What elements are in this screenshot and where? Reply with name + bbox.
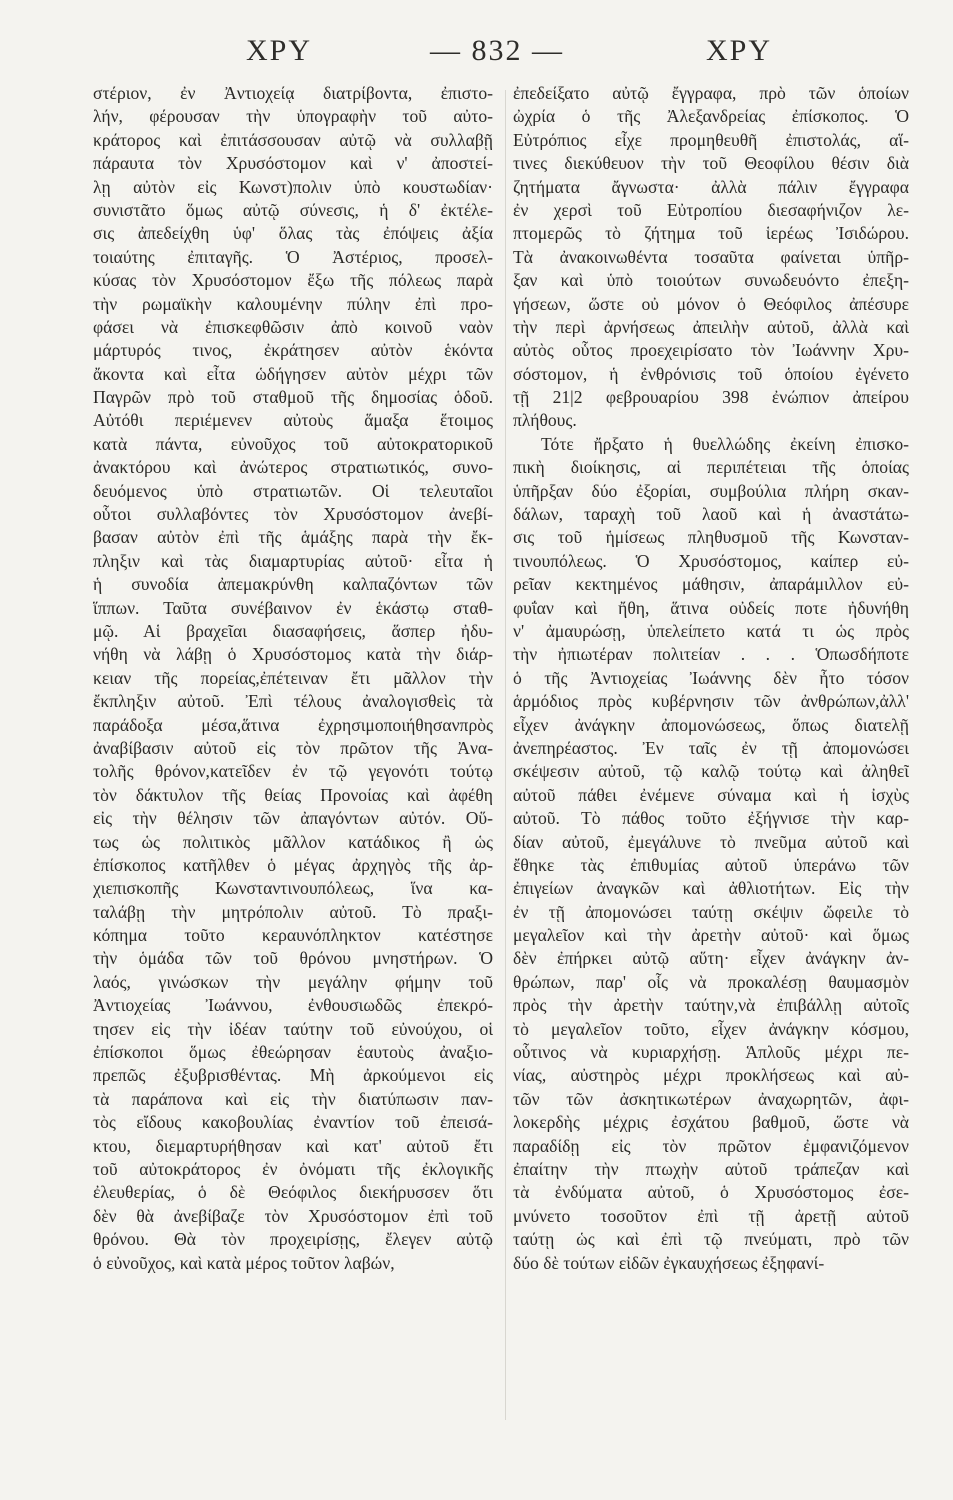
text-line: πικὴ διοίκησις, αἱ περιπέτειαι τῆς ὁποίας xyxy=(513,457,909,478)
text-line: γήσεων, ὥστε οὐ μόνον ὁ Θεόφιλος ἀπέσυρε xyxy=(513,293,909,314)
text-line: λῃ αὐτὸν εἰς Κωνστ)πολιν ὑπὸ κουστωδίαν· xyxy=(93,176,493,197)
text-line: σόστομον, ἡ ἐνθρόνισις τοῦ ὁποίου ἐγένετο xyxy=(513,363,909,384)
text-line: ἐπίσκοποι ὅμως ἐθεώρησαν ἑαυτοὺς ἀναξιο- xyxy=(93,1042,493,1063)
text-line: νίας, αὐστηρὸς μέχρι προκλήσεως καὶ αὐ- xyxy=(513,1065,909,1086)
text-line: τὴν περὶ ἀρνήσεως ἀπειλὴν αὐτοῦ, ἀλλὰ καὶ xyxy=(513,316,909,337)
text-line: ἐλευθερίας, ὁ δὲ Θεόφιλος διεκήρυσσεν ὅτι xyxy=(93,1182,493,1203)
text-line: ν' ἀμαυρώσῃ, ὑπελείπετο κατά τι ὡς πρὸς xyxy=(513,620,909,641)
text-line: τὰ ἐνδύματα αὐτοῦ, ὁ Χρυσόστομος ἐσε- xyxy=(513,1182,909,1203)
text-line: συνιστᾶτο ὅμως αὐτῷ σύνεσις, ἡ δ' ἐκτέλε- xyxy=(93,199,493,220)
text-line: τῇ 21|2 φεβρουαρίου 398 ἐνώπιον ἀπείρου xyxy=(513,387,909,408)
text-line: σις τοῦ ἡμίσεως πληθυσμοῦ τῆς Κωνσταν- xyxy=(513,527,909,548)
text-line: τὴν ὁμάδα τῶν τοῦ θρόνου μνηστήρων. Ὁ xyxy=(93,948,493,969)
text-line: Τότε ἤρξατο ἡ θυελλώδης ἐκείνη ἐπισκο- xyxy=(541,433,909,454)
text-line: τοιαύτης ἐπιταγῆς. Ὁ Ἀστέριος, προσελ- xyxy=(93,246,493,267)
header-left-keyword: ΧΡΥ xyxy=(246,34,313,67)
text-line: λήν, φέρουσαν τὴν ὑπογραφὴν τοῦ αὐτο- xyxy=(93,106,493,127)
text-line: πρὸς τὴν ἀρετὴν ταύτην,νὰ ἐπιβάλλῃ αὐτοῖς xyxy=(513,995,909,1016)
text-line: ἔκπληξιν αὐτοῦ. Ἐπὶ τέλους ἀναλογισθεὶς τὰ xyxy=(93,691,493,712)
text-line: νήθη νὰ λάβῃ ὁ Χρυσόστομος κατὰ τὴν διάρ- xyxy=(93,644,493,665)
text-line: δευόμενος ὑπὸ στρατιωτῶν. Οἱ τελευταῖοι xyxy=(93,480,493,501)
text-line: ἐπαίτην τὴν πτωχὴν αὐτοῦ τράπεζαν καὶ xyxy=(513,1158,909,1179)
text-line: σις ἀπεδείχθη ὑφ' ὅλας τὰς ἐπόψεις ἀξία xyxy=(93,223,493,244)
text-line: μεγαλεῖον καὶ τὴν ἀρετὴν αὐτοῦ· καὶ ὅμως xyxy=(513,925,909,946)
text-line: Παγρῶν πρὸ τοῦ σταθμοῦ τῆς δημοσίας ὁδοῦ. xyxy=(93,387,493,408)
text-line: λοκερδὴς μέχρις ἐσχάτου βαθμοῦ, ὥστε νὰ xyxy=(513,1112,909,1133)
text-line: στέριον, ἐν Ἀντιοχείᾳ διατρίβοντα, ἐπιστο- xyxy=(93,83,493,103)
text-line: ρεῖαν κεκτημένος μάθησιν, ἀπαράμιλλον εὐ- xyxy=(513,574,909,595)
text-line: ἁρμόδιος πρὸς κυβέρνησιν τῶν ἀνθρώπων,ἀλλ' xyxy=(513,691,909,712)
text-line: δάλων, ταραχὴ τοῦ λαοῦ καὶ ἡ ἀναστάτω- xyxy=(513,504,909,525)
text-line: παραδίδῃ εἰς τὸν πρῶτον ἐμφανιζόμενον xyxy=(513,1135,909,1156)
text-line: λαός, γινώσκων τὴν μεγάλην φήμην τοῦ xyxy=(93,971,493,992)
text-line: ξαν καὶ ὑπὸ τοιούτων συνωδευόντο ἐπεξη- xyxy=(513,270,909,291)
text-line: ἵππων. Ταῦτα συνέβαινον ἐν ἑκάστῳ σταθ- xyxy=(93,597,493,618)
text-line: κτου, διεμαρτυρήθησαν καὶ κατ' αὐτοῦ ἔτι xyxy=(93,1135,493,1156)
running-header xyxy=(0,34,953,74)
text-line: τῶν τῶν ἀσκητικωτέρων ἀναχωρητῶν, ἀφι- xyxy=(513,1088,909,1109)
text-line: κράτορος καὶ ἐπιτάσσουσαν αὐτῷ νὰ συλλαβῇ xyxy=(93,129,493,150)
right-column xyxy=(513,82,909,1275)
text-line: δύο δὲ τούτων εἰδῶν ἐγκαυχήσεως ἐξηφανί- xyxy=(513,1252,825,1273)
text-line: τολῆς θρόνον,κατεῖδεν ἐν τῷ γεγονότι τούτῳ xyxy=(93,761,493,782)
text-line: τὸς εἴδους κακοβουλίας ἐναντίον τοῦ ἐπεισά- xyxy=(93,1112,493,1133)
text-line: ταλάβῃ τὴν μητρόπολιν αὐτοῦ. Τὸ πραξι- xyxy=(93,901,493,922)
text-line: μῷ. Αἱ βραχεῖαι διασαφήσεις, ἅσπερ ἠδυ- xyxy=(93,620,493,641)
text-line: ἐπεδείξατο αὐτῷ ἔγγραφα, πρὸ τῶν ὁποίων xyxy=(513,83,909,103)
text-line: οὗτοι συλλαβόντες τὸν Χρυσόστομον ἀνεβί- xyxy=(93,504,493,525)
text-line: σκέψεσιν αὐτοῦ, τῷ καλῷ τούτῳ καὶ ἀληθεῖ xyxy=(513,761,909,782)
text-line: ἡ συνοδία ἀπεμακρύνθη καλπαζόντων τῶν xyxy=(93,574,493,595)
text-line: ἔθηκε τὰς ἐπιθυμίας αὐτοῦ ὑπεράνω τῶν xyxy=(513,854,909,875)
text-line: δὲν ἐπήρκει αὐτῷ αὕτη· εἶχεν ἀνάγκην ἀν- xyxy=(513,948,909,969)
text-line: ἐν χερσὶ τοῦ Εὐτροπίου διεσαφήνιζον λε- xyxy=(513,199,909,220)
left-column xyxy=(93,82,493,1275)
text-line: ὁ τῆς Ἀντιοχείας Ἰωάννης δὲν ἦτο τόσον xyxy=(513,667,909,688)
text-line: τινουπόλεως. Ὁ Χρυσόστομος, καίπερ εὐ- xyxy=(513,550,909,571)
text-line: μνύνετο τοσοῦτον ἐπὶ τῇ ἀρετῇ αὐτοῦ xyxy=(513,1205,909,1226)
text-line: Τὰ ἀνακοινωθέντα τοσαῦτα φαίνεται ὑπῆρ- xyxy=(513,246,909,267)
text-line: ταύτῃ ὡς καὶ ἐπὶ τῷ πνεύματι, πρὸ τῶν xyxy=(513,1229,909,1250)
text-line: Ἀντιοχείας Ἰωάννου, ἐνθουσιωδῶς ἐπεκρό- xyxy=(93,995,493,1016)
text-line: πάραυτα τὸν Χρυσόστομον καὶ ν' ἀποστεί- xyxy=(93,153,493,174)
text-line: πρεπῶς ἐξυβρισθέντας. Μὴ ἀρκούμενοι εἰς xyxy=(93,1065,493,1086)
text-line: ἀνεπηρέαστος. Ἐν ταῖς ἐν τῇ ἀπομονώσει xyxy=(513,737,909,758)
column-gutter xyxy=(505,90,506,1420)
text-line: ἐπίσκοπος κατῆλθεν ὁ μέγας ἀρχηγὸς τῆς ἀρ- xyxy=(93,854,493,875)
text-line: χιεπισκοπῆς Κωνσταντινουπόλεως, ἵνα κα- xyxy=(93,878,493,899)
text-line: πτομερῶς τὸ ζήτημα τοῦ ἱερέως Ἰσιδώρου. xyxy=(513,223,909,244)
text-line: αὐτοῦ πάθει ἐνέμενε σύναμα καὶ ἡ ἰσχὺς xyxy=(513,784,909,805)
text-line: παράδοξα μέσα,ἅτινα ἐχρησιμοποιήθησανπρὸς xyxy=(93,714,493,735)
text-line: τοῦ αὐτοκράτορος ἐν ὀνόματι τῆς ἐκλογικῆς xyxy=(93,1158,493,1179)
text-line: ἐν τῇ ἀπομονώσει ταύτῃ σκέψιν ὤφειλε τὸ xyxy=(513,901,909,922)
text-line: φάσει νὰ ἐπισκεφθῶσιν ἀπὸ κοινοῦ ναὸν xyxy=(93,316,493,337)
text-line: εἰς τὴν θέλησιν τῶν ἀπαγόντων αὐτόν. Οὕ- xyxy=(93,808,493,829)
text-line: κόπημα τοῦτο κεραυνόπληκτον κατέστησε xyxy=(93,925,493,946)
text-line: δὲν θὰ ἀνεβίβαζε τὸν Χρυσόστομον ἐπὶ τοῦ xyxy=(93,1205,493,1226)
text-line: Αὐτόθι περιέμενεν αὐτοὺς ἅμαξα ἕτοιμος xyxy=(93,410,493,431)
text-line: φυΐαν καὶ ἤθη, ἅτινα οὐδείς ποτε ἠδυνήθη xyxy=(513,597,909,618)
text-line: ὑπῆρξαν δύο ἐξορίαι, συμβούλια πλήρη σκαν- xyxy=(513,480,909,501)
text-line: αὐτοῦ. Τὸ πάθος τοῦτο ἐξήγνισε τὴν καρ- xyxy=(513,808,909,829)
text-line: τινες διεκύθευον τὴν τοῦ Θεοφίλου θέσιν διὰ xyxy=(513,153,909,174)
text-line: αὐτὸς οὗτος προεχειρίσατο τὸν Ἰωάννην Χρυ- xyxy=(513,340,909,361)
page-number: — 832 — xyxy=(430,34,564,67)
text-line: πλήθους. xyxy=(513,410,577,431)
text-line: τως ὡς πολιτικὸς μᾶλλον κατάδικος ἢ ὡς xyxy=(93,831,493,852)
text-line: βασαν αὐτὸν ἐπὶ τῆς ἁμάξης παρὰ τὴν ἔκ- xyxy=(93,527,493,548)
text-line: τὸ μεγαλεῖον τοῦτο, εἶχεν ἀνάγκην κόσμου, xyxy=(513,1018,909,1039)
text-line: ὠχρία ὁ τῆς Ἀλεξανδρείας ἐπίσκοπος. Ὁ xyxy=(513,106,909,127)
text-line: θρόνου. Θὰ τὸν προχειρίσῃς, ἔλεγεν αὐτῷ xyxy=(93,1229,493,1250)
text-line: οὗτινος νὰ κυριαρχήσῃ. Ἁπλοῦς μέχρι πε- xyxy=(513,1042,909,1063)
text-line: ἀναβίβασιν αὐτοῦ εἰς τὸν πρῶτον τῆς Ἀνα- xyxy=(93,737,493,758)
text-line: ἐπιγείων ἀναγκῶν καὶ ἀθλιοτήτων. Εἰς τὴν xyxy=(513,878,909,899)
text-line: τὴν ρωμαϊκὴν καλουμένην πύλην ἐπὶ προ- xyxy=(93,293,493,314)
text-line: τὴν ἠπιωτέραν πολιτείαν . . . Ὁπωσδήποτε xyxy=(513,644,909,665)
text-line: κειαν τῆς πορείας,ἐπέτειναν ἔτι μᾶλλον τὴν xyxy=(93,667,493,688)
text-line: ζητήματα ἄγνωστα· ἀλλὰ πάλιν ἔγγραφα xyxy=(513,176,909,197)
text-line: τὸν δάκτυλον τῆς θείας Προνοίας καὶ ἀφέθη xyxy=(93,784,493,805)
text-line: μάρτυρός τινος, ἐκράτησεν αὐτὸν ἑκόντα xyxy=(93,340,493,361)
text-line: κύσας τὸν Χρυσόστομον ἔξω τῆς πόλεως παρὰ xyxy=(93,270,493,291)
text-line: θρώπων, παρ' οἷς νὰ προκαλέσῃ θαυμασμὸν xyxy=(513,971,909,992)
text-line: τησεν εἰς τὴν ἰδέαν ταύτην τοῦ εὐνούχου, οἱ xyxy=(93,1018,493,1039)
text-line: κατὰ πάντα, εὐνοῦχος τοῦ αὐτοκρατορικοῦ xyxy=(93,433,493,454)
text-line: Εὐτρόπιος εἶχε προμηθευθῆ ἐπιστολάς, αἵ- xyxy=(513,129,909,150)
text-line: ἀνακτόρου καὶ ἀνώτερος στρατιωτικός, συνο- xyxy=(93,457,493,478)
header-right-keyword: ΧΡΥ xyxy=(706,34,773,67)
text-line: ἄκοντα καὶ εἶτα ὡδήγησεν αὐτὸν μέχρι τῶν xyxy=(93,363,493,384)
text-line: τὰ παράπονα καὶ εἰς τὴν διατύπωσιν παν- xyxy=(93,1088,493,1109)
text-line: δίαν αὐτοῦ, ἐμεγάλυνε τὸ πνεῦμα αὐτοῦ καὶ xyxy=(513,831,909,852)
text-line: ὁ εὐνοῦχος, καὶ κατὰ μέρος τοῦτον λαβών, xyxy=(93,1252,395,1273)
text-line: πληξιν καὶ τὰς διαμαρτυρίας αὐτοῦ· εἶτα ἡ xyxy=(93,550,493,571)
text-line: εἶχεν ἀνάγκην ἀπομονώσεως, ὅπως διατελῇ xyxy=(513,714,909,735)
